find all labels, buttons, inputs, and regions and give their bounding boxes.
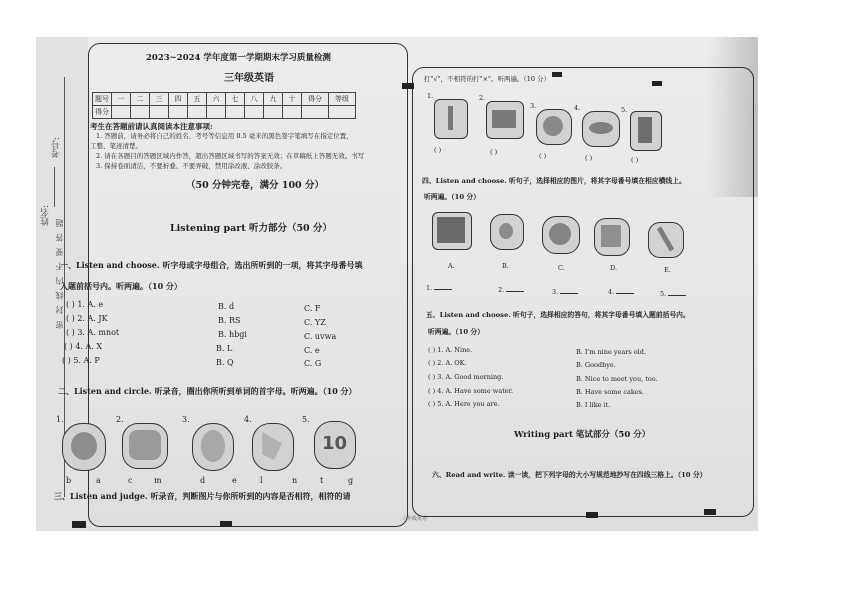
score-cell: 五 bbox=[188, 93, 207, 106]
score-cell: 等级 bbox=[329, 93, 356, 106]
question-5[interactable]: ( ) 5. A. P bbox=[62, 356, 100, 365]
xingming-label: 姓名: bbox=[41, 205, 51, 227]
blank-line[interactable] bbox=[668, 295, 686, 296]
blank-line[interactable] bbox=[560, 293, 578, 294]
score-input-cell[interactable] bbox=[207, 106, 226, 119]
blank-number: 5. bbox=[660, 290, 667, 298]
option-c: C. YZ bbox=[304, 318, 326, 327]
score-input-cell[interactable] bbox=[131, 106, 150, 119]
notice-line: 3. 保持卷面清洁，不要折叠、不要弄破，禁用涂改液、涂改胶条。 bbox=[96, 162, 287, 170]
option-b: B. d bbox=[218, 302, 235, 311]
option-b: B. Nice to meet you, too. bbox=[576, 375, 658, 383]
registration-mark bbox=[704, 509, 716, 515]
registration-mark bbox=[552, 72, 562, 77]
option-b: B. Have some cakes. bbox=[576, 388, 645, 396]
cat-picture bbox=[122, 423, 168, 469]
question-1[interactable]: ( ) 1. A. Nine. bbox=[428, 346, 473, 354]
option-b: B. RS bbox=[218, 316, 241, 325]
pic-num: 4. bbox=[574, 104, 581, 112]
circle-letter[interactable]: m bbox=[154, 476, 162, 485]
score-cell: 九 bbox=[264, 93, 283, 106]
option-c: C. e bbox=[304, 346, 320, 355]
section3-title-cont: 打"√"，不相符的打"×"。听两遍。（10 分） bbox=[424, 75, 551, 83]
number-ten-picture bbox=[314, 421, 356, 469]
score-table bbox=[92, 92, 356, 119]
picture-e bbox=[648, 222, 684, 258]
answer-blank-5[interactable] bbox=[660, 291, 686, 298]
score-cell: 四 bbox=[169, 93, 188, 106]
option-c: C. uvwa bbox=[304, 332, 337, 341]
score-cell: 七 bbox=[226, 93, 245, 106]
circle-letter[interactable]: g bbox=[348, 476, 354, 485]
notice-heading: 考生在答题前请认真阅读本注意事项: bbox=[90, 122, 213, 131]
pic-num: 1. bbox=[56, 415, 64, 424]
pic-num: 2. bbox=[479, 94, 486, 102]
blank-number: 4. bbox=[608, 288, 615, 296]
book-picture bbox=[486, 101, 524, 139]
score-input-cell[interactable] bbox=[283, 106, 302, 119]
food-picture bbox=[582, 111, 620, 147]
circle-letter[interactable]: d bbox=[200, 476, 206, 485]
blank-line[interactable] bbox=[506, 291, 524, 292]
blank-number: 2. bbox=[498, 286, 505, 294]
circle-letter[interactable]: c bbox=[128, 476, 133, 485]
score-input-cell[interactable] bbox=[169, 106, 188, 119]
option-b: B. L bbox=[216, 344, 233, 353]
option-c: C. G bbox=[304, 359, 322, 368]
score-input-cell[interactable] bbox=[329, 106, 356, 119]
score-input-cell[interactable] bbox=[245, 106, 264, 119]
judge-bracket[interactable]: ( ) bbox=[490, 148, 498, 156]
picture-label: D. bbox=[610, 264, 618, 272]
milk-picture bbox=[630, 111, 662, 151]
picture-label: E. bbox=[664, 266, 671, 274]
score-cell: 八 bbox=[245, 93, 264, 106]
score-input-cell[interactable] bbox=[188, 106, 207, 119]
section5-title-cont: 听两遍。（10 分） bbox=[428, 328, 485, 336]
score-cell: 得分 bbox=[302, 93, 329, 106]
fruit-picture bbox=[536, 109, 572, 145]
egg-picture bbox=[192, 423, 234, 471]
score-table-value-row bbox=[93, 106, 356, 119]
leaf-picture bbox=[252, 423, 294, 471]
ruler-picture bbox=[434, 99, 468, 139]
score-cell: 六 bbox=[207, 93, 226, 106]
section5-title: 五、Listen and choose. 听句子，选择相应的答句，将其字母番号填入题前括号内。 bbox=[426, 311, 690, 319]
option-b: B. I like it. bbox=[576, 401, 611, 409]
score-cell: 得分 bbox=[93, 106, 112, 119]
seal-line-text: 密 封 线 内 不 要 答 题 bbox=[55, 217, 64, 329]
answer-blank-2[interactable] bbox=[498, 287, 524, 294]
pic-num: 2. bbox=[116, 415, 124, 424]
question-3[interactable]: ( ) 3. A. Good morning. bbox=[428, 373, 504, 381]
pic-num: 3. bbox=[530, 102, 537, 110]
section1-title: 一、Listen and choose. 听字母或字母组合，选出所听到的一项，将其字母番号填 bbox=[60, 260, 363, 270]
section3-title: 三、Listen and judge. 听录音，判断图片与你所听到的内容是否相符，相符的请 bbox=[54, 491, 351, 501]
registration-mark bbox=[652, 81, 662, 86]
picture-c bbox=[542, 216, 580, 254]
circle-letter[interactable]: e bbox=[232, 476, 237, 485]
question-1[interactable]: ( ) 1. A. e bbox=[66, 300, 104, 309]
score-cell: 十 bbox=[283, 93, 302, 106]
score-cell: 一 bbox=[112, 93, 131, 106]
score-input-cell[interactable] bbox=[150, 106, 169, 119]
answer-blank-1[interactable] bbox=[426, 285, 452, 292]
listening-part-heading: Listening part 听力部分（50 分） bbox=[170, 223, 332, 234]
picture-b bbox=[490, 214, 524, 250]
option-b: B. hbgi bbox=[218, 330, 247, 339]
question-2[interactable]: ( ) 2. A. OK. bbox=[428, 359, 467, 367]
page-footer: 三年级英语 bbox=[402, 516, 428, 522]
notice-line: 1. 答题前，请务必将自己的姓名、考号等信息用 0.5 毫米的黑色签字笔填写在指定位置， bbox=[96, 132, 353, 140]
judge-bracket[interactable]: ( ) bbox=[539, 152, 547, 160]
circle-letter[interactable]: n bbox=[292, 476, 298, 485]
score-input-cell[interactable] bbox=[264, 106, 283, 119]
circle-letter[interactable]: l bbox=[260, 476, 263, 485]
blank-number: 3. bbox=[552, 288, 559, 296]
registration-mark bbox=[586, 512, 598, 518]
picture-label: A. bbox=[448, 262, 455, 270]
blank-number: 1. bbox=[426, 284, 433, 292]
option-c: C. F bbox=[304, 304, 321, 313]
apple-picture bbox=[62, 423, 106, 471]
exam-title: 2023~2024 学年度第一学期期末学习质量检测 bbox=[146, 53, 331, 63]
judge-bracket[interactable]: ( ) bbox=[434, 146, 442, 154]
blank-line[interactable] bbox=[616, 293, 634, 294]
registration-mark bbox=[220, 521, 232, 527]
question-2[interactable]: ( ) 2. A. JK bbox=[66, 314, 108, 323]
pic-num: 5. bbox=[621, 106, 628, 114]
registration-mark bbox=[402, 83, 414, 89]
section4-title: 四、Listen and choose. 听句子，选择相应的图片，将其字母番号填在相应横线上。 bbox=[422, 177, 686, 185]
score-table-header-row bbox=[93, 93, 356, 106]
photo-shadow bbox=[708, 37, 758, 197]
score-input-cell[interactable] bbox=[302, 106, 329, 119]
writing-part-heading: Writing part 笔试部分（50 分） bbox=[514, 430, 651, 440]
score-cell: 三 bbox=[150, 93, 169, 106]
notice-line: 2. 请在各题目的答题区域内作答，超出答题区域书写的答案无效；在草稿纸上答题无效。书写 bbox=[96, 152, 365, 160]
exam-subtitle: 三年级英语 bbox=[224, 73, 274, 84]
judge-bracket[interactable]: ( ) bbox=[631, 156, 639, 164]
pic-num: 3. bbox=[182, 415, 190, 424]
option-b: B. I'm nine years old. bbox=[576, 348, 646, 356]
picture-a bbox=[432, 212, 472, 250]
option-b: B. Goodbye. bbox=[576, 361, 616, 369]
score-cell: 题号 bbox=[93, 93, 112, 106]
exam-sheet bbox=[36, 37, 758, 531]
section6-title: 六、Read and write. 读一读，把下列字母的大小写规范地抄写在四线三格上。（10 分） bbox=[432, 471, 707, 479]
judge-bracket[interactable]: ( ) bbox=[585, 154, 593, 162]
circle-letter[interactable]: b bbox=[66, 476, 72, 485]
exam-photo bbox=[36, 37, 758, 531]
option-b: B. Q bbox=[216, 358, 234, 367]
number-ten: 10 bbox=[322, 433, 348, 454]
circle-letter[interactable]: t bbox=[320, 476, 324, 485]
question-3[interactable]: ( ) 3. A. mnot bbox=[66, 328, 120, 337]
picture-label: C. bbox=[558, 264, 565, 272]
notice-line: 工整、笔迹清楚。 bbox=[90, 142, 142, 150]
score-cell: 二 bbox=[131, 93, 150, 106]
section4-title-cont: 听两遍。（10 分） bbox=[424, 193, 481, 201]
score-input-cell[interactable] bbox=[112, 106, 131, 119]
question-5[interactable]: ( ) 5. A. Here you are. bbox=[428, 400, 500, 408]
section2-title: 二、Listen and circle. 听录音，圈出你所听到单词的首字母。听两遍。（10 分） bbox=[58, 386, 357, 396]
exam-time: （50 分钟完卷，满分 100 分） bbox=[186, 180, 324, 191]
picture-label: B. bbox=[502, 262, 509, 270]
picture-d bbox=[594, 218, 630, 256]
score-input-cell[interactable] bbox=[226, 106, 245, 119]
pic-num: 1. bbox=[427, 92, 434, 100]
answer-blank-3[interactable] bbox=[552, 289, 578, 296]
section1-title-cont: 入题前括号内。听两遍。（10 分） bbox=[60, 281, 182, 291]
pic-num: 4. bbox=[244, 415, 252, 424]
kaohao-label: 考号: bbox=[52, 137, 62, 159]
pic-num: 5. bbox=[302, 415, 310, 424]
blank-line[interactable] bbox=[434, 289, 452, 290]
answer-blank-4[interactable] bbox=[608, 289, 634, 296]
registration-mark bbox=[72, 521, 86, 528]
question-4[interactable]: ( ) 4. A. Have some water. bbox=[428, 387, 514, 395]
question-4[interactable]: ( ) 4. A. X bbox=[64, 342, 103, 351]
circle-letter[interactable]: a bbox=[96, 476, 101, 485]
